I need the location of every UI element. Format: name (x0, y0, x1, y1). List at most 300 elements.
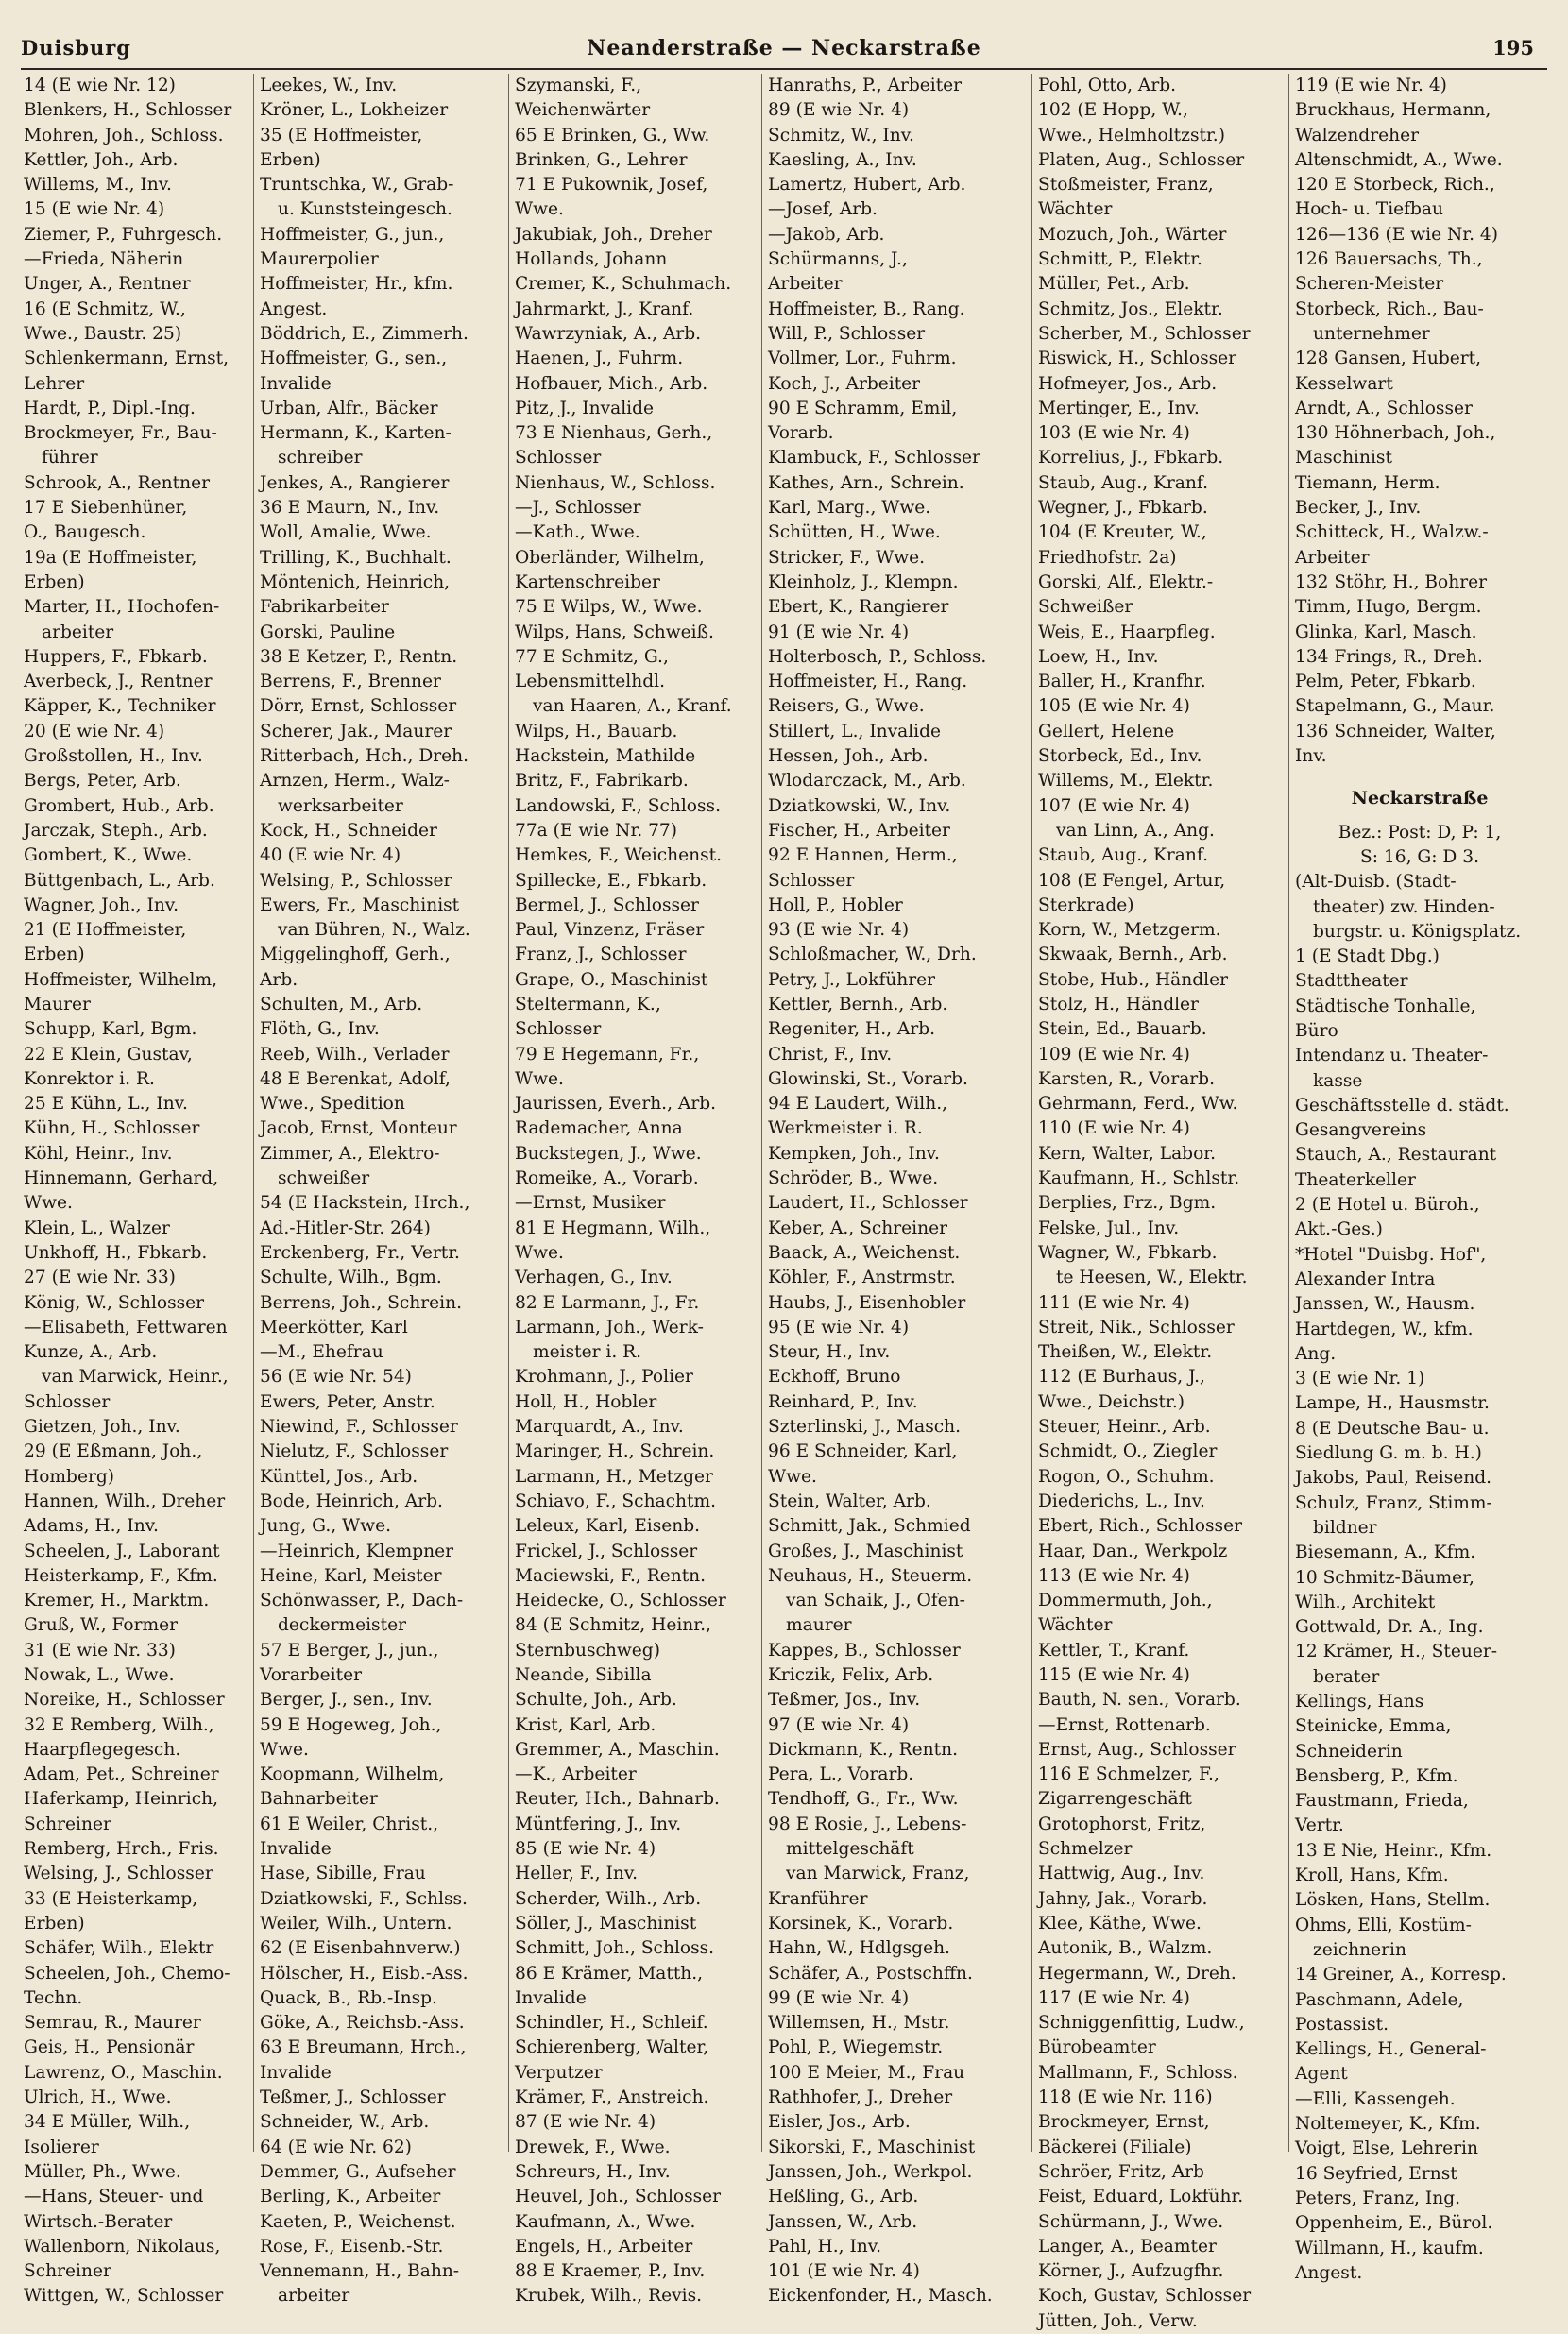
directory-line: Lebensmittelhdl. (515, 672, 665, 692)
directory-line: Schürmanns, J., (768, 249, 908, 270)
directory-line: Kroll, Hans, Kfm. (1295, 1865, 1449, 1886)
directory-line: (Alt-Duisb. (Stadt- (1295, 872, 1457, 893)
directory-line: 71 E Pukownik, Josef, (515, 175, 708, 196)
directory-line: Zigarrengeschäft (1038, 1789, 1192, 1810)
directory-line: Brockmeyer, Fr., Bau- (24, 423, 217, 444)
directory-line: Janssen, W., Arb. (768, 2211, 918, 2232)
directory-line: Glinka, Karl, Masch. (1295, 622, 1477, 642)
directory-line: 87 (E wie Nr. 4) (515, 2112, 656, 2133)
directory-line: Geschäftsstelle d. städt. (1295, 1095, 1509, 1116)
directory-line: van Marwick, Franz, (786, 1864, 970, 1884)
directory-line: kasse (1313, 1070, 1363, 1091)
directory-line: Kaesling, A., Inv. (768, 149, 917, 170)
directory-line: Scheren-Meister (1295, 274, 1444, 295)
directory-line: Baller, H., Kranfhr. (1038, 672, 1206, 692)
directory-line: Arbeiter (1295, 547, 1370, 568)
directory-line: 96 E Schneider, Karl, (768, 1441, 958, 1462)
directory-line: Dickmann, K., Rentn. (768, 1739, 958, 1760)
directory-line: Stein, Walter, Arb. (768, 1491, 931, 1511)
directory-line: Schmitt, P., Elektr. (1038, 249, 1202, 270)
directory-line: Urban, Alfr., Bäcker (260, 398, 438, 418)
directory-line: Reinhard, P., Inv. (768, 1391, 918, 1412)
directory-line: Schäfer, Wilh., Elektr (24, 1938, 214, 1959)
directory-line: Gombert, K., Wwe. (24, 845, 193, 866)
directory-line: Ewers, Fr., Maschinist (260, 894, 460, 915)
directory-line: 108 (E Fengel, Artur, (1038, 870, 1226, 891)
directory-line: Schitteck, H., Walzw.- (1295, 522, 1489, 543)
directory-line: Gehrmann, Ferd., Ww. (1038, 1094, 1238, 1115)
directory-line: Schulten, M., Arb. (260, 994, 423, 1014)
directory-line: Hoffmeister, G., jun., (260, 224, 445, 245)
directory-line: 119 (E wie Nr. 4) (1295, 76, 1447, 95)
directory-line: Kartenschreiber (515, 571, 660, 592)
directory-line: Invalide (260, 2062, 332, 2083)
directory-line: Peters, Franz, Ing. (1295, 2188, 1461, 2208)
directory-line: Jahrmarkt, J., Kranf. (515, 298, 694, 319)
directory-line: Müller, Pet., Arb. (1038, 274, 1190, 295)
directory-line: Lösken, Hans, Stellm. (1295, 1890, 1491, 1911)
directory-line: Postassist. (1295, 2014, 1389, 2035)
directory-line: Streit, Nik., Schlosser (1038, 1317, 1235, 1337)
directory-line: Landowski, F., Schloss. (515, 795, 721, 816)
directory-line: 59 E Hogeweg, Joh., (260, 1714, 442, 1735)
directory-line: 27 (E wie Nr. 33) (24, 1268, 176, 1288)
directory-line: Hoffmeister, Wilhelm, (24, 969, 218, 990)
directory-line: Oberländer, Wilhelm, (515, 547, 705, 568)
directory-line: Käpper, K., Techniker (24, 696, 216, 717)
directory-line: Erckenberg, Fr., Vertr. (260, 1242, 460, 1263)
directory-line: Pohl, Otto, Arb. (1038, 76, 1177, 95)
directory-line: Tendhoff, G., Fr., Ww. (768, 1789, 959, 1810)
directory-line: 22 E Klein, Gustav, (24, 1044, 193, 1065)
directory-line: Koch, J., Arbeiter (768, 373, 921, 394)
directory-line: Steltermann, K., (515, 994, 661, 1014)
directory-line: 16 (E Schmitz, W., (24, 298, 186, 319)
directory-line: Jütten, Joh., Verw. (1038, 2310, 1198, 2331)
directory-line: —Hans, Steuer- und (24, 2187, 204, 2207)
directory-line: Steur, H., Inv. (768, 1342, 891, 1363)
directory-line: 113 (E wie Nr. 4) (1038, 1565, 1190, 1586)
directory-line: Haubs, J., Eisenhobler (768, 1292, 966, 1313)
directory-line: Koch, Gustav, Schlosser (1038, 2286, 1252, 2307)
header-city: Duisburg (21, 36, 131, 60)
directory-line: Gellert, Helene (1038, 721, 1175, 741)
directory-line: Keber, A., Schreiner (768, 1218, 947, 1238)
directory-line: Berrens, F., Brenner (260, 672, 441, 692)
directory-line: Adam, Pet., Schreiner (24, 1764, 219, 1785)
directory-line: Timm, Hugo, Bergm. (1295, 597, 1482, 618)
column-2 (257, 74, 509, 2307)
directory-line: Stricker, F., Wwe. (768, 547, 926, 568)
directory-line: Schreurs, H., Inv. (515, 2161, 671, 2182)
directory-line: 34 E Müller, Wilh., (24, 2112, 191, 2133)
directory-line: Köhler, F., Anstrmstr. (768, 1268, 956, 1288)
directory-line: Kranführer (768, 1888, 868, 1909)
directory-line: Ebert, Rich., Schlosser (1038, 1516, 1242, 1537)
directory-line: Stapelmann, G., Maur. (1295, 696, 1495, 717)
directory-line: Ohms, Elli, Kostüm- (1295, 1915, 1472, 1935)
directory-line: Wagner, Joh., Inv. (24, 894, 179, 915)
directory-line: Wegner, J., Fbkarb. (1038, 498, 1208, 519)
directory-line: Noltemeyer, K., Kfm. (1295, 2114, 1481, 2135)
directory-line: —K., Arbeiter (515, 1764, 637, 1785)
directory-line: 91 (E wie Nr. 4) (768, 622, 910, 642)
directory-line: Weichenwärter (515, 100, 651, 121)
directory-line: Baack, A., Weichenst. (768, 1242, 961, 1263)
directory-line: Erben) (24, 571, 85, 592)
directory-line: Gruß, W., Former (24, 1615, 179, 1636)
directory-line: Flöth, G., Inv. (260, 1019, 380, 1040)
directory-line: Kempken, Joh., Inv. (768, 1143, 940, 1164)
directory-line: —Kath., Wwe. (515, 522, 640, 543)
directory-line: Hofbauer, Mich., Arb. (515, 373, 708, 394)
directory-line: arbeiter (42, 622, 114, 642)
directory-line: 115 (E wie Nr. 4) (1038, 1665, 1190, 1685)
directory-line: —Jakob, Arb. (768, 224, 885, 245)
directory-line: Theißen, W., Elektr. (1038, 1342, 1213, 1363)
directory-line: Scherer, Jak., Maurer (260, 721, 452, 741)
directory-line: Wirtsch.-Berater (24, 2211, 173, 2232)
directory-line: Gorski, Alf., Elektr.- (1038, 571, 1214, 592)
directory-line: Neuhaus, H., Steuerm. (768, 1565, 973, 1586)
directory-line: Staub, Aug., Kranf. (1038, 845, 1208, 866)
directory-line: Tiemann, Herm. (1295, 472, 1440, 493)
directory-line: Maurer (24, 994, 91, 1014)
directory-line: 77 E Schmitz, G., (515, 646, 669, 667)
directory-line: Hoffmeister, G., sen., (260, 349, 448, 369)
directory-line: Noreike, H., Schlosser (24, 1690, 225, 1711)
directory-line: Körner, J., Aufzugfhr. (1038, 2261, 1224, 2282)
directory-line: Scherber, M., Schlosser (1038, 323, 1251, 344)
directory-line: Hölscher, H., Eisb.-Ass. (260, 1963, 469, 1984)
column-3 (512, 74, 762, 2307)
directory-line: Willems, M., Elektr. (1038, 771, 1214, 792)
directory-line: Haar, Dan., Werkpolz (1038, 1541, 1228, 1561)
directory-line: —Josef, Arb. (768, 199, 878, 220)
directory-line: 86 E Krämer, Matth., (515, 1963, 704, 1984)
directory-line: Kettler, T., Kranf. (1038, 1640, 1190, 1661)
directory-line: Schupp, Karl, Bgm. (24, 1019, 197, 1040)
directory-line: Söller, J., Maschinist (515, 1913, 697, 1934)
directory-line: Buckstegen, J., Wwe. (515, 1143, 702, 1164)
directory-line: Feist, Eduard, Lokführ. (1038, 2187, 1244, 2207)
directory-line: Semrau, R., Maurer (24, 2013, 201, 2034)
directory-line: Will, P., Schlosser (768, 323, 926, 344)
directory-line: Jenkes, A., Rangierer (260, 472, 450, 493)
directory-line: Ebert, K., Rangierer (768, 597, 949, 618)
directory-columns (21, 74, 1547, 2331)
directory-line: Christ, F., Inv. (768, 1044, 893, 1065)
directory-line: Hoffmeister, B., Rang. (768, 298, 965, 319)
directory-line: Hahn, W., Hdlgsgeh. (768, 1938, 950, 1959)
directory-line: Grombert, Hub., Arb. (24, 795, 214, 816)
directory-line: 20 (E wie Nr. 4) (24, 721, 165, 741)
directory-line: 75 E Wilps, W., Wwe. (515, 597, 703, 618)
directory-line: Büttgenbach, L., Arb. (24, 870, 215, 891)
directory-line: Bergs, Peter, Arb. (24, 771, 181, 792)
directory-line: Jung, G., Wwe. (260, 1516, 391, 1537)
directory-line: Kathes, Arn., Schrein. (768, 472, 964, 493)
directory-line: S: 16, G: D 3. (1360, 846, 1479, 867)
directory-line: Laudert, H., Schlosser (768, 1193, 968, 1214)
directory-line: 36 E Maurn, N., Inv. (260, 498, 440, 519)
directory-line: Faustmann, Frieda, (1295, 1791, 1469, 1812)
directory-line: Kaeten, P., Weichenst. (260, 2211, 456, 2232)
directory-line: 79 E Hegemann, Fr., (515, 1044, 700, 1065)
directory-line: 97 (E wie Nr. 4) (768, 1714, 910, 1735)
directory-line: 116 E Schmelzer, F., (1038, 1764, 1219, 1785)
directory-line: Klee, Käthe, Wwe. (1038, 1913, 1202, 1934)
directory-line: van Linn, A., Ang. (1056, 820, 1215, 841)
directory-line: Krämer, F., Anstreich. (515, 2087, 709, 2108)
directory-line: Scherder, Wilh., Arb. (515, 1888, 702, 1909)
directory-line: Schulte, Wilh., Bgm. (260, 1268, 442, 1288)
directory-line: 2 (E Hotel u. Büroh., (1295, 1195, 1480, 1216)
directory-line: 92 E Hannen, Herm., (768, 845, 958, 866)
directory-line: Schönwasser, P., Dach- (260, 1591, 464, 1611)
directory-line: meister i. R. (533, 1342, 642, 1363)
directory-line: Korn, W., Metzgerm. (1038, 920, 1221, 941)
directory-line: Grape, O., Maschinist (515, 969, 708, 990)
directory-line: Dörr, Ernst, Schlosser (260, 696, 457, 717)
directory-line: Berplies, Frz., Bgm. (1038, 1193, 1217, 1214)
directory-line: 14 (E wie Nr. 12) (24, 76, 176, 95)
directory-line: Pitz, J., Invalide (515, 398, 654, 418)
directory-line: Becker, J., Inv. (1295, 498, 1422, 519)
directory-line: 35 (E Hoffmeister, (260, 125, 423, 145)
directory-line: Jakobs, Paul, Reisend. (1295, 1468, 1492, 1489)
directory-line: Franz, J., Schlosser (515, 945, 687, 965)
directory-line: Wwe., Baustr. 25) (24, 323, 182, 344)
directory-line: Brinken, G., Lehrer (515, 149, 688, 170)
directory-line: 132 Stöhr, H., Bohrer (1295, 571, 1488, 592)
directory-line: Kock, H., Schneider (260, 820, 437, 841)
directory-line: 65 E Brinken, G., Ww. (515, 125, 710, 145)
directory-line: Bensberg, P., Kfm. (1295, 1765, 1458, 1786)
directory-line: Dziatkowski, F., Schlss. (260, 1888, 468, 1909)
directory-line: 54 (E Hackstein, Hrch., (260, 1193, 470, 1214)
directory-line: Mallmann, F., Schloss. (1038, 2062, 1238, 2083)
directory-line: Larmann, H., Metzger (515, 1466, 713, 1487)
directory-line: Fabrikarbeiter (260, 597, 389, 618)
directory-line: Drewek, F., Wwe. (515, 2137, 671, 2157)
directory-line: van Marwick, Heinr., (42, 1367, 229, 1388)
directory-line: Teßmer, J., Schlosser (260, 2087, 446, 2108)
directory-line: Stolz, H., Händler (1038, 994, 1199, 1014)
directory-line: Großstollen, H., Inv. (24, 746, 203, 767)
directory-line: Maschinist (1295, 448, 1392, 469)
directory-line: Teßmer, Jos., Inv. (768, 1690, 921, 1711)
directory-line: 134 Frings, R., Dreh. (1295, 646, 1483, 667)
directory-line: Böddrich, E., Zimmerh. (260, 323, 469, 344)
directory-line: Adams, H., Inv. (24, 1516, 159, 1537)
directory-line: Werkmeister i. R. (768, 1118, 923, 1139)
directory-line: Lamertz, Hubert, Arb. (768, 175, 966, 196)
directory-line: 93 (E wie Nr. 4) (768, 920, 910, 941)
directory-line: deckermeister (278, 1615, 406, 1636)
directory-line: Wilps, H., Bauarb. (515, 721, 678, 741)
directory-line: Jarczak, Steph., Arb. (24, 820, 208, 841)
directory-line: Meerkötter, Karl (260, 1317, 408, 1337)
directory-line: Petry, J., Lokführer (768, 969, 936, 990)
directory-line: Rose, F., Eisenb.-Str. (260, 2236, 444, 2257)
directory-line: Miggelinghoff, Gerh., (260, 945, 451, 965)
directory-line: van Bühren, N., Walz. (278, 920, 470, 941)
directory-line: —M., Ehefrau (260, 1342, 383, 1363)
directory-line: Unkhoff, H., Fbkarb. (24, 1242, 208, 1263)
header-street-range: Neanderstraße — Neckarstraße (587, 36, 981, 60)
directory-line: Vorarb. (768, 423, 834, 444)
directory-line: Schloßmacher, W., Drh. (768, 945, 977, 965)
directory-line: mittelgeschäft (786, 1839, 914, 1860)
directory-line: Wwe. (515, 1068, 564, 1089)
directory-line: Remberg, Hrch., Fris. (24, 1839, 219, 1860)
directory-line: Vertr. (1295, 1815, 1344, 1836)
directory-line: Hase, Sibille, Frau (260, 1864, 426, 1884)
directory-line: Grotophorst, Fritz, (1038, 1814, 1206, 1834)
directory-line: Blenkers, H., Schlosser (24, 100, 232, 121)
directory-line: Loew, H., Inv. (1038, 646, 1159, 667)
directory-line: Willemsen, H., Mstr. (768, 2013, 950, 2034)
directory-line: Wwe. (515, 1242, 564, 1263)
directory-line: Leleux, Karl, Eisenb. (515, 1516, 701, 1537)
directory-line: Pera, L., Vorarb. (768, 1764, 914, 1785)
directory-line: Kleinholz, J., Klempn. (768, 571, 959, 592)
page-header (21, 36, 1547, 70)
directory-line: Hemkes, F., Weichenst. (515, 845, 723, 866)
directory-line: Weiler, Wilh., Untern. (260, 1913, 452, 1934)
directory-line: Steuer, Heinr., Arb. (1038, 1417, 1211, 1438)
directory-line: 33 (E Heisterkamp, (24, 1888, 198, 1909)
directory-line: Friedhofstr. 2a) (1038, 547, 1177, 568)
directory-line: Wwe. (24, 1193, 73, 1214)
directory-line: Cremer, K., Schuhmach. (515, 274, 732, 295)
directory-line: Kaufmann, H., Schlstr. (1038, 1168, 1240, 1189)
directory-line: Heuvel, Joh., Schlosser (515, 2187, 722, 2207)
directory-line: theater) zw. Hinden- (1313, 896, 1495, 917)
directory-line: Eckhoff, Bruno (768, 1367, 901, 1388)
directory-line: 89 (E wie Nr. 4) (768, 100, 910, 121)
directory-line: 25 E Kühn, L., Inv. (24, 1094, 188, 1115)
directory-line: Reisers, G., Wwe. (768, 696, 925, 717)
directory-line: Glowinski, St., Vorarb. (768, 1068, 968, 1089)
directory-line: 1 (E Stadt Dbg.) (1295, 946, 1440, 967)
directory-line: Dziatkowski, W., Inv. (768, 795, 951, 816)
directory-line: Künttel, Jos., Arb. (260, 1466, 418, 1487)
directory-line: Schulte, Joh., Arb. (515, 1690, 677, 1711)
directory-line: 32 E Remberg, Wilh., (24, 1714, 214, 1735)
directory-line: 40 (E wie Nr. 4) (260, 845, 401, 866)
directory-line: Lehrer (24, 373, 85, 394)
directory-line: Müller, Ph., Wwe. (24, 2161, 181, 2182)
directory-line: Sikorski, F., Maschinist (768, 2137, 976, 2157)
directory-line: Pelm, Peter, Fbkarb. (1295, 672, 1476, 692)
directory-line: 8 (E Deutsche Bau- u. (1295, 1418, 1490, 1439)
directory-line: Hinnemann, Gerhard, (24, 1168, 219, 1189)
directory-line: 48 E Berenkat, Adolf, (260, 1068, 451, 1089)
directory-line: Holl, P., Hobler (768, 894, 903, 915)
directory-line: O., Baugesch. (24, 522, 146, 543)
directory-line: Bauth, N. sen., Vorarb. (1038, 1690, 1241, 1711)
directory-line: Karsten, R., Vorarb. (1038, 1068, 1215, 1089)
directory-line: Kühn, H., Schlosser (24, 1118, 200, 1139)
directory-line: werksarbeiter (278, 795, 403, 816)
directory-line: arbeiter (278, 2286, 350, 2307)
directory-line: Hermann, K., Karten- (260, 423, 452, 444)
directory-line: Hackstein, Mathilde (515, 746, 696, 767)
directory-line: Storbeck, Rich., Bau- (1295, 298, 1484, 319)
directory-line: zeichnerin (1313, 1939, 1406, 1960)
directory-line: Holl, H., Hobler (515, 1391, 657, 1412)
directory-line: Hegermann, W., Dreh. (1038, 1963, 1236, 1984)
directory-line: Bermel, J., Schlosser (515, 894, 699, 915)
directory-line: Wwe. (768, 1466, 817, 1487)
directory-line: Regeniter, H., Arb. (768, 1019, 936, 1040)
directory-line: Walzendreher (1295, 125, 1419, 145)
directory-line: Jahny, Jak., Vorarb. (1038, 1888, 1208, 1909)
directory-line: Eickenfonder, H., Masch. (768, 2286, 993, 2307)
directory-line: Holterbosch, P., Schloss. (768, 646, 987, 667)
directory-line: Schulz, Franz, Stimm- (1295, 1492, 1492, 1513)
directory-line: Averbeck, J., Rentner (24, 672, 213, 692)
directory-line: Schindler, H., Schleif. (515, 2013, 708, 2034)
directory-line: Hanraths, P., Arbeiter (768, 76, 963, 95)
directory-line: Britz, F., Fabrikarb. (515, 771, 689, 792)
directory-line: 17 E Siebenhüner, (24, 498, 188, 519)
directory-line: Leekes, W., Inv. (260, 76, 398, 95)
directory-line: Kettler, Bernh., Arb. (768, 994, 948, 1014)
directory-line: Akt.-Ges.) (1295, 1219, 1383, 1240)
directory-line: Berger, J., sen., Inv. (260, 1690, 433, 1711)
directory-line: Schrook, A., Rentner (24, 472, 210, 493)
directory-line: Schürmann, J., Wwe. (1038, 2211, 1224, 2232)
directory-line: Riswick, H., Schlosser (1038, 349, 1237, 369)
directory-line: Wagner, W., Fbkarb. (1038, 1242, 1218, 1263)
directory-line: Ernst, Aug., Schlosser (1038, 1739, 1236, 1760)
directory-line: Kellings, Hans (1295, 1692, 1424, 1712)
directory-line: Schreiner (24, 2261, 111, 2282)
directory-line: burgstr. u. Königsplatz. (1313, 921, 1522, 942)
directory-line: Heßling, G., Arb. (768, 2187, 919, 2207)
directory-line: Marter, H., Hochofen- (24, 597, 220, 618)
directory-line: Bäckerei (Filiale) (1038, 2137, 1192, 2157)
directory-line: Kröner, L., Lokheizer (260, 100, 449, 121)
directory-line: unternehmer (1313, 323, 1430, 344)
directory-line: 73 E Nienhaus, Gerh., (515, 423, 713, 444)
directory-line: Krist, Karl, Arb. (515, 1714, 656, 1735)
directory-line: 88 E Kraemer, P., Inv. (515, 2261, 706, 2282)
directory-line: Lawrenz, O., Maschin. (24, 2062, 223, 2083)
directory-line: Maurerpolier (260, 249, 379, 270)
directory-line: Sterkrade) (1038, 894, 1134, 915)
directory-line: berater (1313, 1666, 1380, 1687)
column-6 (1292, 74, 1547, 2283)
directory-line: Hoffmeister, Hr., kfm. (260, 274, 453, 295)
directory-line: —Frieda, Näherin (24, 249, 184, 270)
directory-line: Nienhaus, W., Schloss. (515, 472, 716, 493)
directory-line: Diederichs, L., Inv. (1038, 1491, 1205, 1511)
directory-line: Gietzen, Joh., Inv. (24, 1417, 180, 1438)
directory-line: Wittgen, W., Schlosser (24, 2286, 224, 2307)
directory-line: Maringer, H., Schrein. (515, 1441, 715, 1462)
directory-line: Steinicke, Emma, (1295, 1716, 1452, 1737)
directory-line: Ang. (1295, 1343, 1337, 1364)
directory-line: Reeb, Wilh., Verlader (260, 1044, 450, 1065)
directory-line: Erben) (24, 945, 85, 965)
directory-line: Kappes, B., Schlosser (768, 1640, 961, 1661)
directory-line: Skwaak, Bernh., Arb. (1038, 945, 1228, 965)
directory-line: 130 Höhnerbach, Joh., (1295, 423, 1496, 444)
